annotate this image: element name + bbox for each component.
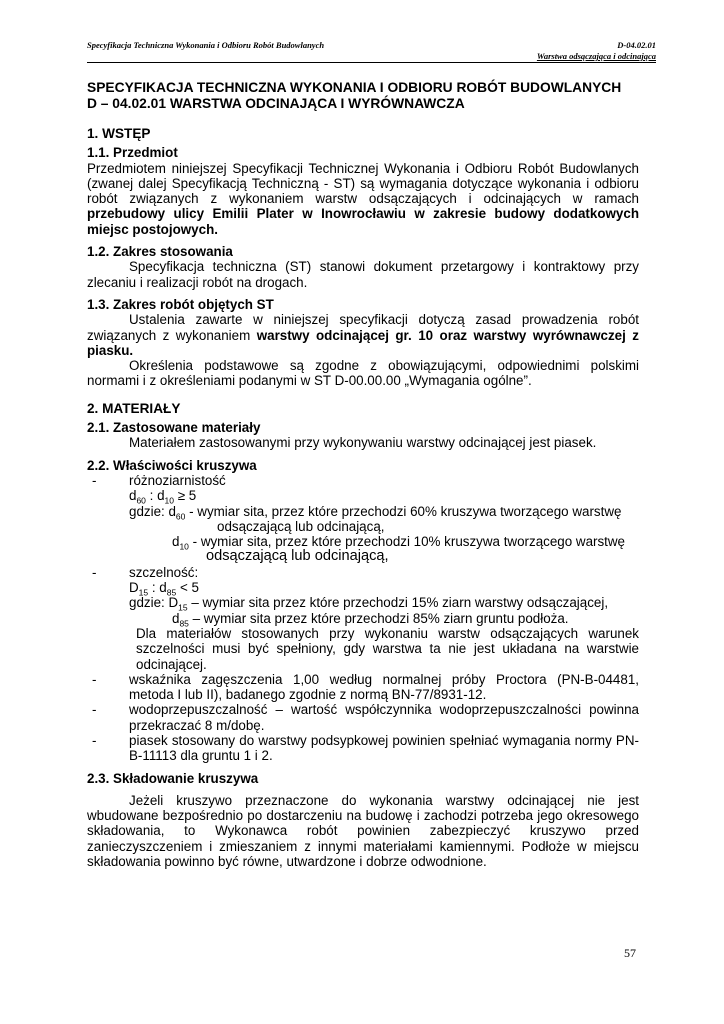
section-2-3-paragraph: Jeżeli kruszywo przeznaczone do wykonania warstwy odcinającej nie jest wbudowane bezpośrednio po dostarczeniu na budowę i zachodzi potrzeba jego okresowego składowania, to Wykonawca robót powinien zabezpieczyć kruszywo przed zanieczyszczeniem i zmieszaniem z innymi materiałami kamiennymi. Podłoże w miejscu składowania powinno być równe, utwardzone i dobrze odwodnione. (87, 792, 639, 870)
definition-d85: $d_{85}$ – wymiar sita przez które przechodzi 85% ziarn gruntu podłoża. (172, 610, 569, 629)
list-dash: - (92, 732, 97, 748)
szczelnosc-note: Dla materiałów stosowanych przy wykonaniu warstw odsączających warunek szczelności musi być spełniony, gdy warstwa ta nie jest układana na warstwie odcinającej. (136, 625, 639, 672)
document-title (87, 80, 639, 112)
section-1-1-bold: przebudowy ulicy Emilii Plater w Inowrocławiu w zakresie budowy dodatkowych miejsc postojowych. (87, 206, 639, 237)
item-wodoprzepuszczalnosc: wodoprzepuszczalność – wartość współczynnika wodoprzepuszczalności powinna przekraczać 8 m/dobę. (129, 702, 639, 733)
section-1-2-paragraph: Specyfikacja techniczna (ST) stanowi dokument przetargowy i kontraktowy przy zlecaniu i realizacji robót na drogach. (87, 259, 639, 290)
list-item (87, 565, 639, 580)
list-dash: - (92, 472, 97, 488)
section-2-1-paragraph: Materiałem zastosowanymi przy wykonywaniu warstwy odcinającej jest piasek. (129, 435, 597, 451)
item-piasek-podsypka: piasek stosowany do warstwy podsypkowej powinien spełniać wymagania normy PN-B-11113 dla gruntu 1 i 2. (129, 732, 639, 764)
section-1-heading: 1. WSTĘP (87, 126, 151, 141)
section-2-1-heading: 2.1. Zastosowane materiały (87, 420, 261, 436)
definition-d60-continued: odsączającą lub odcinającą, (217, 518, 385, 534)
list-dash: - (92, 564, 97, 580)
section-1-1-heading: 1.1. Przedmiot (87, 145, 178, 161)
header-rule (87, 62, 656, 63)
document-body (87, 80, 639, 869)
section-2-3-heading: 2.3. Składowanie kruszywa (87, 770, 259, 786)
section-1-2-heading: 1.2. Zakres stosowania (87, 244, 233, 260)
section-1-3-bold: warstwy odcinającej gr. 10 oraz warstwy wyrównawczej z piasku. (87, 327, 639, 358)
header-spec-code: D-04.02.01 (617, 40, 656, 50)
list-item (87, 672, 639, 703)
definition-d10-continued: odsączającą lub odcinającą, (206, 548, 389, 565)
item-roznoziarnistosc: różnoziarnistość (129, 472, 226, 488)
page-number: 57 (624, 946, 636, 960)
section-1-3-paragraph (87, 312, 639, 358)
formula-d60-d10: $d_{60}$ : $d_{10} \ge 5$ (129, 488, 197, 506)
item-wskaznik-zageszczenia: wskaźnika zagęszczenia 1,00 według normalnej próby Proctora (PN-B-04481, metoda I lub II), badanego zgodnie z normą BN-77/8931-12. (129, 671, 639, 703)
formula-d15-d85: $D_{15}$ : $d_{85} < 5$ (129, 580, 199, 598)
definition-d15: gdzie: $D_{15}$ – wymiar sita przez które przechodzi 15% ziarn warstwy odsączającej, (129, 595, 609, 613)
list-item (87, 733, 639, 764)
header-spec-subtitle: Warstwa odsączająca i odcinająca (536, 51, 656, 61)
section-2-heading: 2. MATERIAŁY (87, 400, 181, 416)
list-dash: - (92, 702, 97, 718)
section-1-3-paragraph-2: Określenia podstawowe są zgodne z obowiązującymi, odpowiednimi polskimi normami i z określeniami podanymi w ST D-00.00.00 „Wymagania ogólne”. (87, 358, 639, 389)
header-left-title: Specyfikacja Techniczna Wykonania i Odbioru Robót Budowlanych (87, 40, 325, 50)
title-line-2: D – 04.02.01 WARSTWA ODCINAJĄCA I WYRÓWNAWCZA (87, 96, 465, 111)
list-item (87, 473, 639, 488)
section-1-3-heading: 1.3. Zakres robót objętych ST (87, 296, 274, 312)
title-line-1: SPECYFIKACJA TECHNICZNA WYKONANIA I ODBIORU ROBÓT BUDOWLANYCH (87, 80, 622, 95)
section-1-1-text: Przedmiotem niniejszej Specyfikacji Technicznej Wykonania i Odbioru Robót Budowlanych (zwanej dalej Specyfikacją Techniczną - ST) są wymagania dotyczące wykonania i odbioru robót związanych z wykonaniem warstw odsączających i odcinających w ramach (87, 160, 639, 207)
definition-d10: $d_{10}$ - wymiar sita, przez które przechodzi 10% kruszywa tworzącego warstwę (172, 534, 626, 552)
list-item (87, 702, 639, 733)
definition-d60: gdzie: $d_{60}$ - wymiar sita, przez które przechodzi 60% kruszywa tworzącego warstwę (129, 503, 622, 522)
list-dash: - (92, 671, 97, 687)
section-1-3-text: Ustalenia zawarte w niniejszej specyfikacji dotyczą zasad prowadzenia robót związanych z wykonaniem (87, 312, 639, 343)
section-2-2-heading: 2.2. Właściwości kruszywa (87, 457, 257, 473)
section-1-1-paragraph (87, 161, 639, 237)
item-szczelnosc: szczelność: (129, 564, 199, 580)
